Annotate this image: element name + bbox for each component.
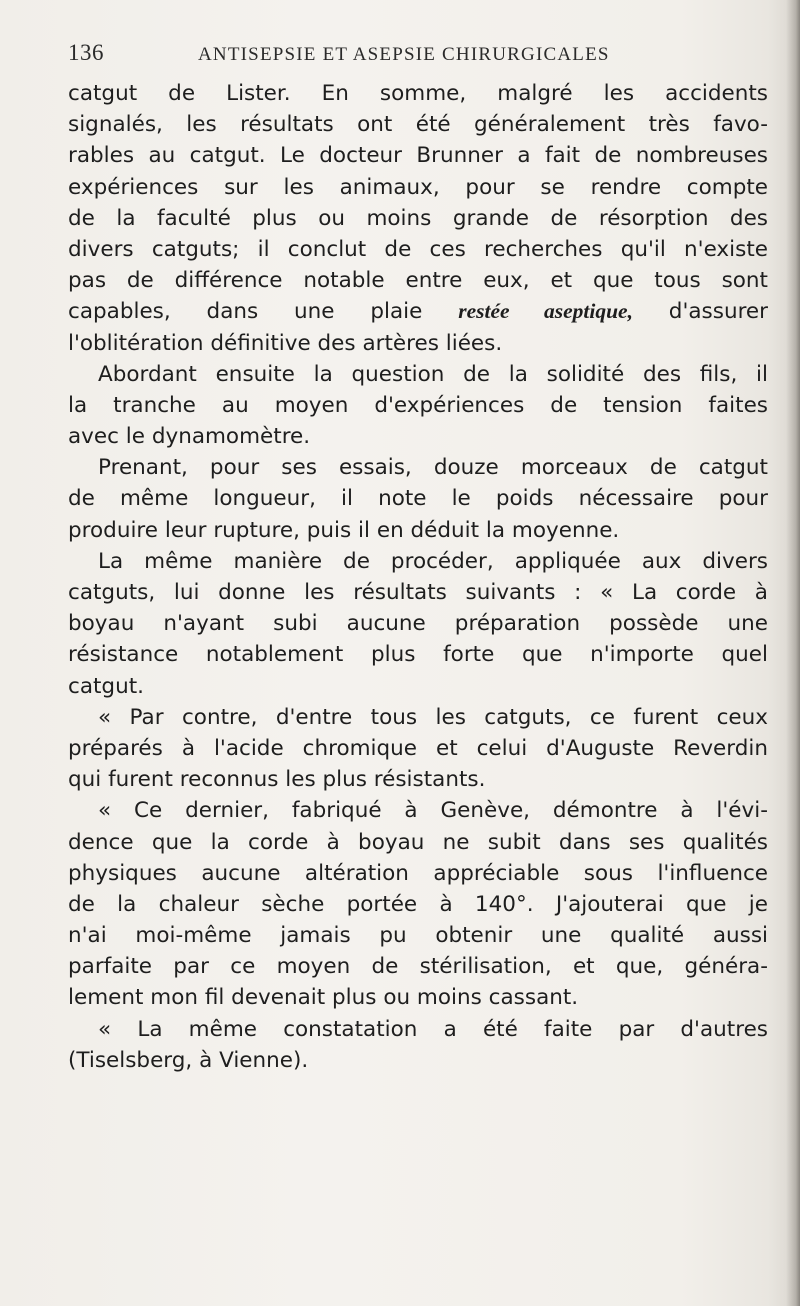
page-edge-shadow [786,0,800,1306]
text-line: avec le dynamomètre. [68,424,311,450]
text-segment: capables, dans une plaie [68,299,459,325]
body-text [68,78,768,1076]
text-line: expériences sur les animaux, pour se rendre compte [68,174,768,200]
text-line: de même longueur, il note le poids nécessaire pour [68,486,768,512]
text-line: catguts, lui donne les résultats suivants : « La corde à [68,580,768,605]
text-line-with-emphasis [68,296,768,327]
running-title: ANTISEPSIE ET ASEPSIE CHIRURGICALES [198,44,610,65]
paragraph-start-line: « Par contre, d'entre tous les catguts, ce furent ceux [98,704,768,730]
text-line: de la chaleur sèche portée à 140°. J'ajouterai que je [68,891,768,917]
text-line: de la faculté plus ou moins grande de résorption des [68,205,768,231]
text-line: catgut. [68,673,144,699]
page-header [68,40,770,70]
paragraph-start-line: Prenant, pour ses essais, douze morceaux de catgut [98,455,768,481]
paragraph-start-line: « La même constatation a été faite par d'autres [98,1016,768,1042]
page-number: 136 [68,40,104,65]
text-line: la tranche au moyen d'expériences de tension faites [68,392,768,418]
text-line: résistance notablement plus forte que n'importe quel [68,642,768,668]
text-line: pas de différence notable entre eux, et que tous sont [68,268,768,294]
text-line: rables au catgut. Le docteur Brunner a fait de nombreuses [68,143,768,169]
text-line: catgut de Lister. En somme, malgré les accidents [68,81,768,106]
text-line: lement mon fil devenait plus ou moins cassant. [68,985,579,1011]
text-line: préparés à l'acide chromique et celui d'Auguste Reverdin [68,735,768,761]
paragraph-start-line: Abordant ensuite la question de la solidité des fils, il [98,361,768,387]
text-line: qui furent reconnus les plus résistants. [68,767,486,793]
paragraph-start-line: « Ce dernier, fabriqué à Genève, démontre à l'évi- [98,798,768,824]
text-line: physiques aucune altération appréciable sous l'influence [68,860,768,886]
text-segment: d'assurer [632,299,768,325]
text-line: n'ai moi-même jamais pu obtenir une qualité aussi [68,923,768,949]
text-line: produire leur rupture, puis il en déduit la moyenne. [68,517,620,543]
text-line: signalés, les résultats ont été généralement très favo- [68,112,768,138]
text-line: (Tiselsberg, à Vienne). [68,1047,309,1073]
emphasized-phrase: restée aseptique, [458,299,633,324]
text-line: boyau n'ayant subi aucune préparation possède une [68,611,768,637]
paragraph-start-line: La même manière de procéder, appliquée aux divers [98,548,768,574]
text-line: divers catguts; il conclut de ces recherches qu'il n'existe [68,236,768,262]
text-line: parfaite par ce moyen de stérilisation, et que, généra- [68,954,768,980]
text-line: l'oblitération définitive des artères liées. [68,330,503,356]
text-line: dence que la corde à boyau ne subit dans ses qualités [68,829,768,855]
